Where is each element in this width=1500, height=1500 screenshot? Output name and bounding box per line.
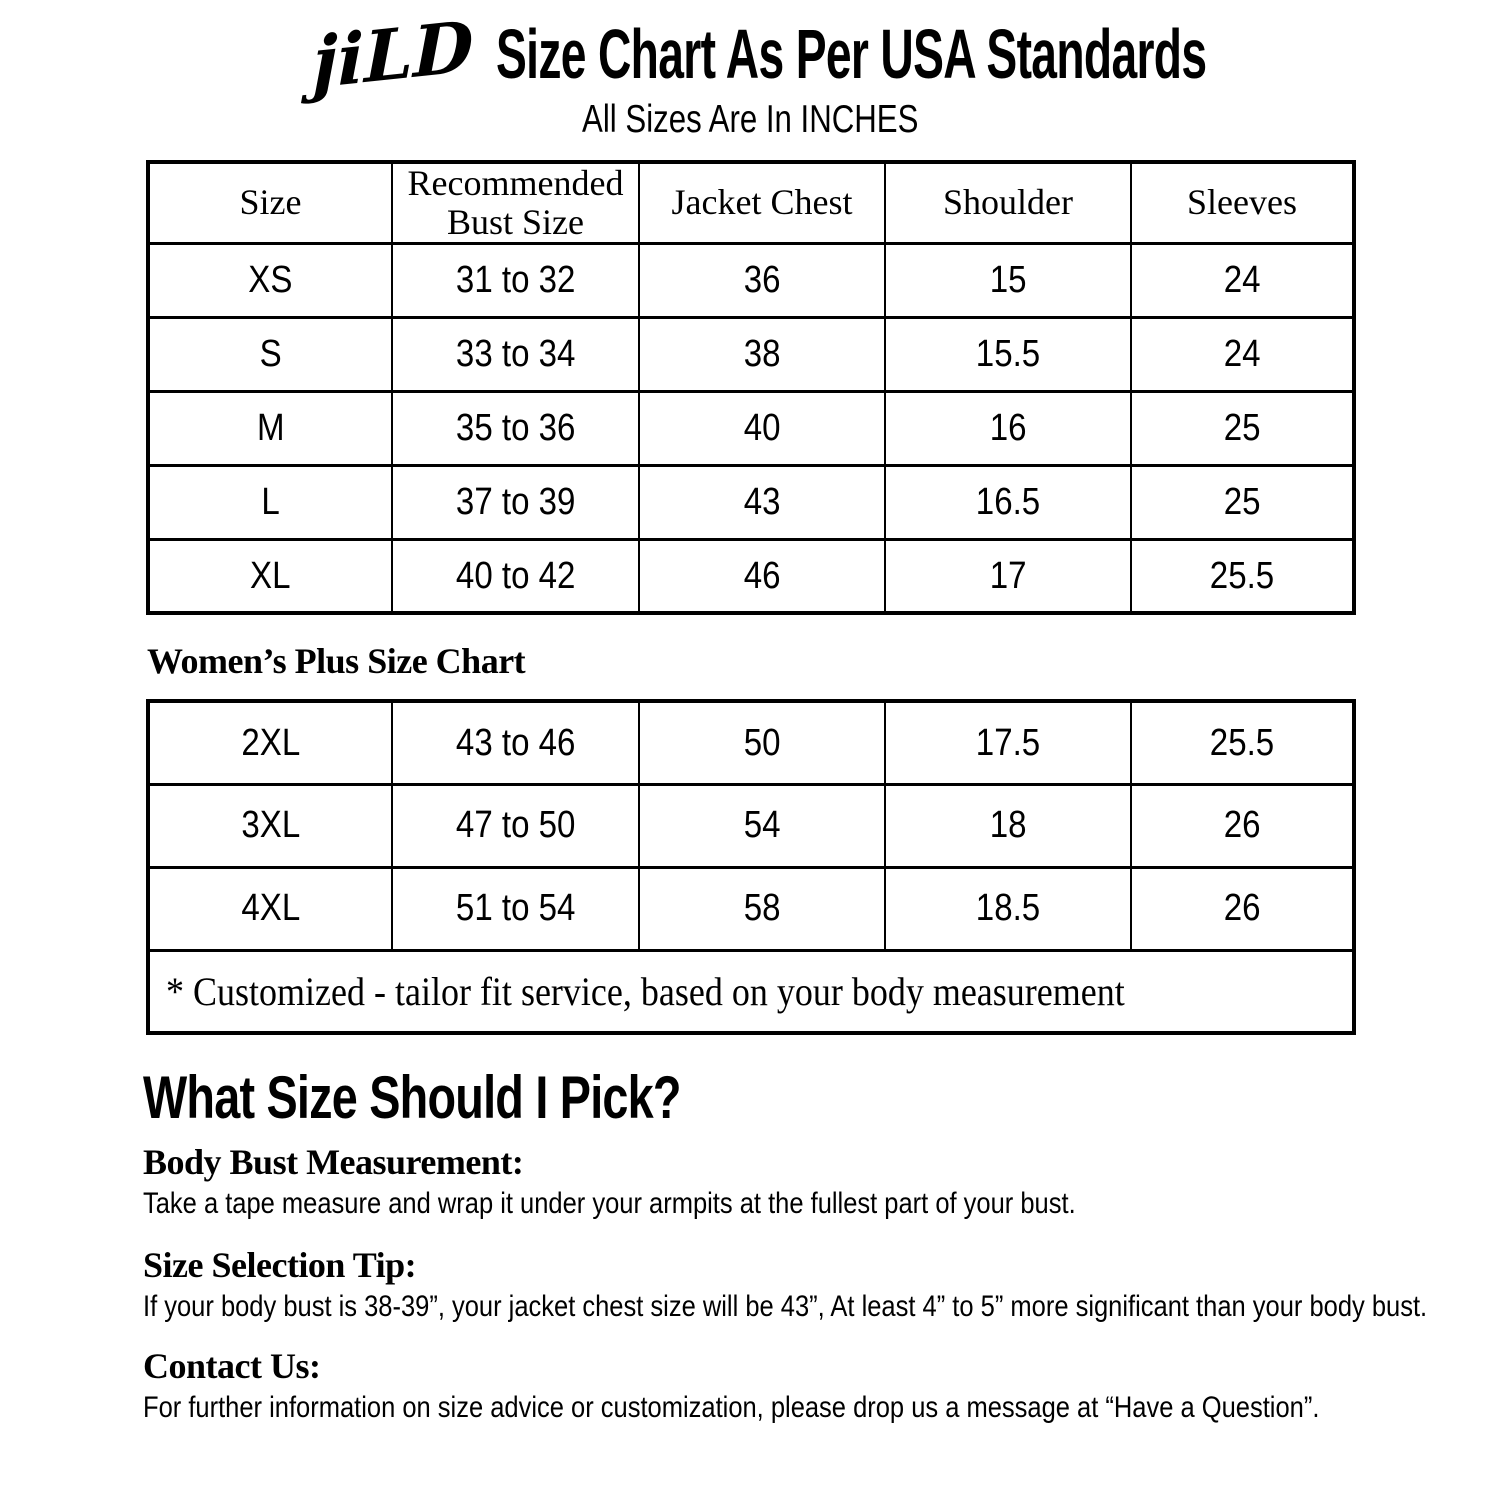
section-heading: Size Selection Tip: (143, 1245, 417, 1286)
table-cell: 18 (885, 784, 1131, 867)
size-guide (143, 1064, 1500, 1428)
table-cell: 38 (639, 317, 885, 391)
header (0, 0, 1500, 105)
table-row (148, 539, 1354, 613)
page-title: Size Chart As Per USA Standards (496, 15, 1207, 93)
table-cell: 17 (885, 539, 1131, 613)
table-cell: 24 (1131, 317, 1354, 391)
column-header: Size (148, 162, 392, 243)
table-cell: 26 (1131, 867, 1354, 950)
section-heading: Body Bust Measurement: (143, 1142, 524, 1183)
guide-section-bust-measurement (143, 1143, 1500, 1224)
table-cell: 40 (639, 391, 885, 465)
table-cell: 25.5 (1131, 701, 1354, 784)
customized-note: * Customized - tailor fit service, based on your body measurement (166, 969, 1125, 1014)
plus-size-table (146, 699, 1356, 1035)
table-cell: M (148, 391, 392, 465)
table-cell: 16 (885, 391, 1131, 465)
table-cell: 43 (639, 465, 885, 539)
table-cell: 4XL (148, 867, 392, 950)
table-cell: 16.5 (885, 465, 1131, 539)
table-cell: 26 (1131, 784, 1354, 867)
table-row (148, 317, 1354, 391)
table-row (148, 391, 1354, 465)
column-header: Sleeves (1131, 162, 1354, 243)
customized-note-cell (148, 950, 1354, 1033)
units-note: All Sizes Are In INCHES (581, 98, 919, 141)
table-cell: 43 to 46 (392, 701, 639, 784)
table-cell: 46 (639, 539, 885, 613)
table-cell: 3XL (148, 784, 392, 867)
table-cell: 47 to 50 (392, 784, 639, 867)
table-cell: XL (148, 539, 392, 613)
table-cell: 54 (639, 784, 885, 867)
table-cell: 50 (639, 701, 885, 784)
column-header: Jacket Chest (639, 162, 885, 243)
subtitle-line (0, 96, 1500, 144)
table-row (148, 784, 1354, 867)
table-cell: 25.5 (1131, 539, 1354, 613)
guide-section-size-selection-tip (143, 1246, 1500, 1327)
table-cell: L (148, 465, 392, 539)
table-cell: 15 (885, 243, 1131, 317)
table-cell: 25 (1131, 391, 1354, 465)
table-row (148, 243, 1354, 317)
table-cell: 33 to 34 (392, 317, 639, 391)
column-header: Recommended Bust Size (392, 162, 639, 243)
table-cell: 35 to 36 (392, 391, 639, 465)
section-body: If your body bust is 38-39”, your jacket chest size will be 43”, At least 4” to 5” more significant than your body bust. (143, 1290, 1428, 1324)
brand-logo: jiLD (312, 3, 474, 105)
table-row (148, 465, 1354, 539)
table-cell: 18.5 (885, 867, 1131, 950)
section-heading: Contact Us: (143, 1346, 321, 1387)
column-header: Shoulder (885, 162, 1131, 243)
table-cell: 2XL (148, 701, 392, 784)
table-cell: 17.5 (885, 701, 1131, 784)
table-cell: 40 to 42 (392, 539, 639, 613)
guide-title: What Size Should I Pick? (143, 1064, 681, 1132)
table-cell: 36 (639, 243, 885, 317)
table-cell: XS (148, 243, 392, 317)
table-cell: 25 (1131, 465, 1354, 539)
size-chart-header-row (148, 162, 1354, 243)
table-cell: 15.5 (885, 317, 1131, 391)
table-row (148, 867, 1354, 950)
table-cell: 24 (1131, 243, 1354, 317)
size-chart-table (146, 160, 1356, 615)
table-row (148, 701, 1354, 784)
section-body: Take a tape measure and wrap it under your armpits at the fullest part of your bust. (143, 1187, 1076, 1221)
table-cell: 31 to 32 (392, 243, 639, 317)
table-cell: 58 (639, 867, 885, 950)
table-cell: 51 to 54 (392, 867, 639, 950)
plus-size-heading: Women’s Plus Size Chart (147, 641, 526, 682)
guide-section-contact-us (143, 1347, 1500, 1428)
table-row (148, 950, 1354, 1033)
table-cell: 37 to 39 (392, 465, 639, 539)
table-cell: S (148, 317, 392, 391)
section-body: For further information on size advice or customization, please drop us a message at “Have a Question”. (143, 1391, 1320, 1425)
